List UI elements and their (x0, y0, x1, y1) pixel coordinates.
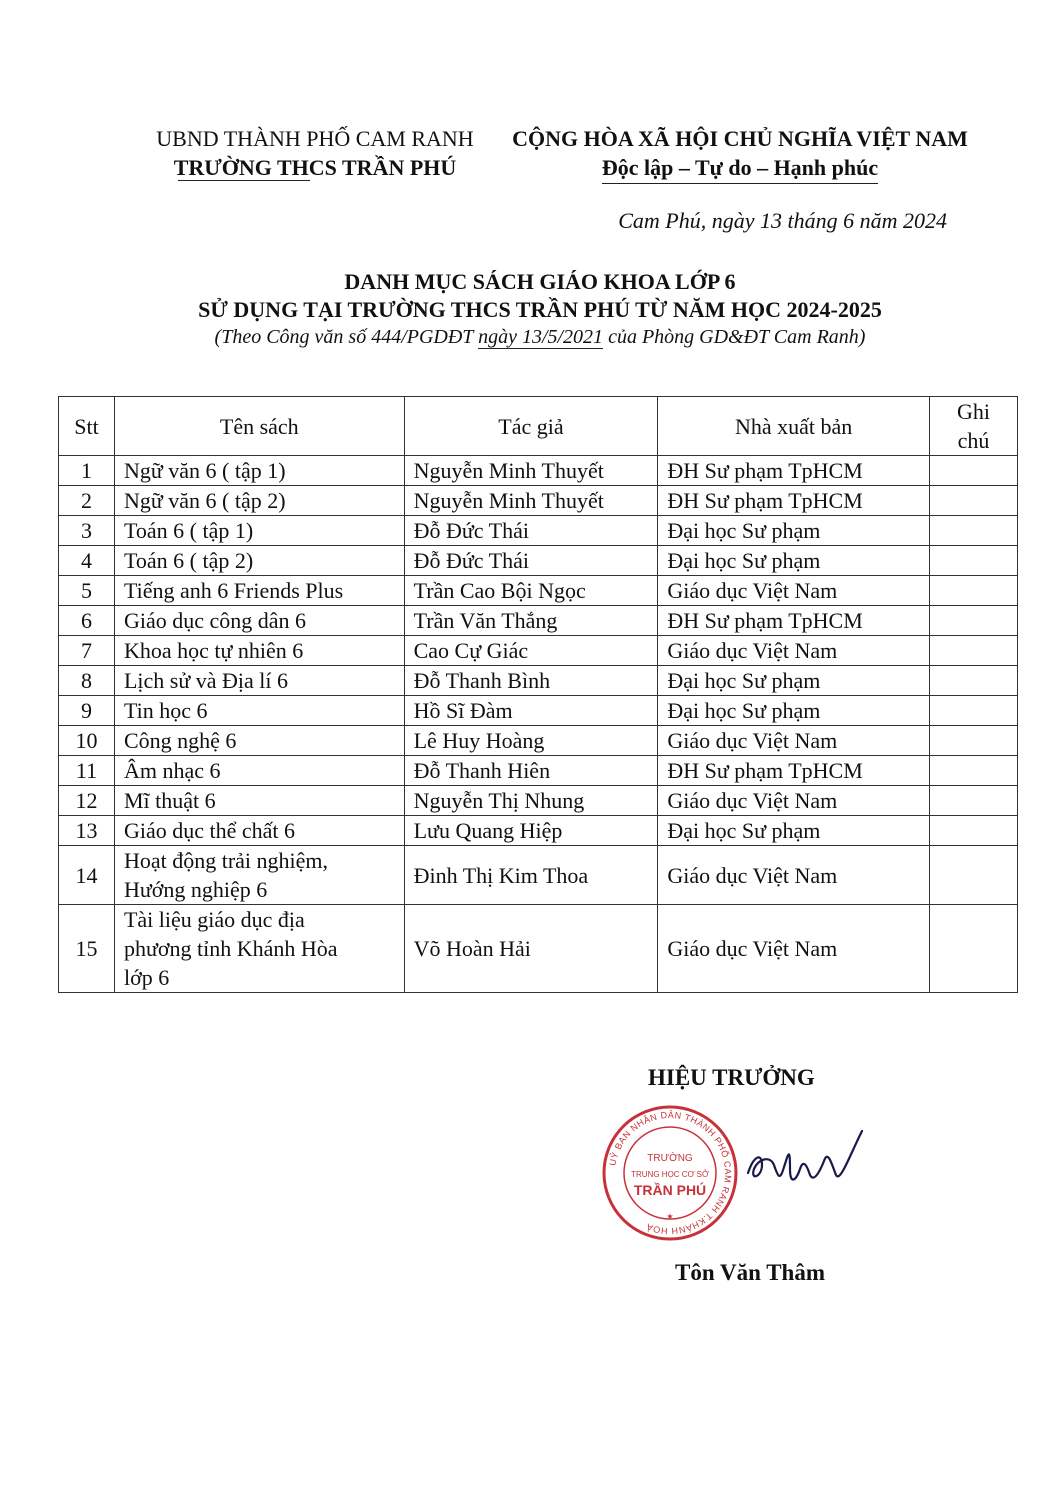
cell-publisher: Giáo dục Việt Nam (658, 636, 930, 666)
cell-note (929, 636, 1017, 666)
cell-note (929, 606, 1017, 636)
cell-title: Âm nhạc 6 (114, 756, 404, 786)
table-row (59, 486, 1018, 516)
cell-title (114, 846, 404, 905)
table-row (59, 846, 1018, 905)
cell-stt: 7 (59, 636, 115, 666)
cell-publisher: Giáo dục Việt Nam (658, 846, 930, 905)
cell-author: Đỗ Đức Thái (404, 546, 658, 576)
col-header-publisher: Nhà xuất bản (658, 397, 930, 456)
cell-stt: 13 (59, 816, 115, 846)
cell-publisher: ĐH Sư phạm TpHCM (658, 756, 930, 786)
col-header-note (929, 397, 1017, 456)
cell-stt: 5 (59, 576, 115, 606)
issuer-header (110, 124, 520, 182)
cell-title: Khoa học tự nhiên 6 (114, 636, 404, 666)
cell-stt: 1 (59, 456, 115, 486)
title-line-2: SỬ DỤNG TẠI TRƯỜNG THCS TRẦN PHÚ TỪ NĂM HỌC 2024-2025 (198, 297, 882, 322)
cell-title-line: Hoạt động trải nghiệm, (123, 848, 329, 873)
cell-author: Lê Huy Hoàng (404, 726, 658, 756)
date-line: Cam Phú, ngày 13 tháng 6 năm 2024 (618, 208, 947, 233)
cell-stt: 9 (59, 696, 115, 726)
col-header-note-text: Ghi chú (956, 399, 990, 453)
cell-publisher: Giáo dục Việt Nam (658, 576, 930, 606)
cell-note (929, 726, 1017, 756)
cell-author: Nguyễn Minh Thuyết (404, 456, 658, 486)
cell-stt: 8 (59, 666, 115, 696)
table-body (59, 456, 1018, 993)
col-header-title: Tên sách (114, 397, 404, 456)
cell-title (114, 905, 404, 993)
table-row (59, 756, 1018, 786)
reference-post: của Phòng GD&ĐT Cam Ranh) (603, 326, 866, 348)
cell-publisher: Giáo dục Việt Nam (658, 726, 930, 756)
cell-stt: 4 (59, 546, 115, 576)
reference-date: ngày 13/5/2021 (478, 326, 604, 348)
cell-title: Ngữ văn 6 ( tập 1) (114, 456, 404, 486)
cell-author: Trần Cao Bội Ngọc (404, 576, 658, 606)
signer-name: Tôn Văn Thâm (675, 1260, 825, 1285)
cell-author: Lưu Quang Hiệp (404, 816, 658, 846)
table-row (59, 905, 1018, 993)
national-header (490, 124, 990, 184)
issuer-school: TRƯỜNG THCS TRẦN PHÚ (173, 155, 457, 180)
seal-line-2: TRUNG HỌC CƠ SỞ (631, 1170, 709, 1179)
cell-title: Toán 6 ( tập 2) (114, 546, 404, 576)
cell-note (929, 816, 1017, 846)
cell-author: Đỗ Thanh Hiên (404, 756, 658, 786)
cell-stt: 14 (59, 846, 115, 905)
school-seal (600, 1103, 740, 1243)
cell-title: Mĩ thuật 6 (114, 786, 404, 816)
cell-publisher: Đại học Sư phạm (658, 816, 930, 846)
issuer-underline (178, 180, 310, 181)
cell-note (929, 666, 1017, 696)
col-header-stt: Stt (59, 397, 115, 456)
cell-author: Nguyễn Minh Thuyết (404, 486, 658, 516)
cell-title-line: phương tỉnh Khánh Hòa (123, 936, 338, 961)
cell-publisher: ĐH Sư phạm TpHCM (658, 456, 930, 486)
table-row (59, 456, 1018, 486)
cell-publisher: Giáo dục Việt Nam (658, 905, 930, 993)
cell-stt: 12 (59, 786, 115, 816)
cell-author: Đỗ Đức Thái (404, 516, 658, 546)
cell-note (929, 576, 1017, 606)
col-header-author: Tác giả (404, 397, 658, 456)
table-row (59, 576, 1018, 606)
cell-publisher: Giáo dục Việt Nam (658, 786, 930, 816)
table-row (59, 636, 1018, 666)
title-line-1: DANH MỤC SÁCH GIÁO KHOA LỚP 6 (344, 269, 736, 294)
cell-title-line: Hướng nghiệp 6 (123, 877, 268, 902)
cell-note (929, 786, 1017, 816)
cell-publisher: ĐH Sư phạm TpHCM (658, 606, 930, 636)
reference-pre: (Theo Công văn số 444/PGDĐT (214, 326, 479, 348)
title-reference (60, 324, 1020, 350)
cell-publisher: ĐH Sư phạm TpHCM (658, 486, 930, 516)
cell-author: Trần Văn Thắng (404, 606, 658, 636)
cell-note (929, 546, 1017, 576)
table-row (59, 666, 1018, 696)
cell-author: Cao Cự Giác (404, 636, 658, 666)
cell-stt: 10 (59, 726, 115, 756)
cell-author: Nguyễn Thị Nhung (404, 786, 658, 816)
signer-title: HIỆU TRƯỞNG (648, 1065, 815, 1090)
cell-stt: 15 (59, 905, 115, 993)
cell-title: Toán 6 ( tập 1) (114, 516, 404, 546)
national-motto: Độc lập – Tự do – Hạnh phúc (602, 153, 878, 184)
cell-note (929, 456, 1017, 486)
cell-stt: 6 (59, 606, 115, 636)
seal-star-icon: ★ (666, 1212, 674, 1221)
seal-line-1: TRƯỜNG (647, 1153, 693, 1164)
cell-title: Công nghệ 6 (114, 726, 404, 756)
cell-title: Tin học 6 (114, 696, 404, 726)
table-row (59, 516, 1018, 546)
cell-note (929, 696, 1017, 726)
cell-author: Hồ Sĩ Đàm (404, 696, 658, 726)
cell-title: Tiếng anh 6 Friends Plus (114, 576, 404, 606)
handwritten-signature (740, 1125, 880, 1205)
cell-stt: 11 (59, 756, 115, 786)
cell-note (929, 846, 1017, 905)
cell-stt: 3 (59, 516, 115, 546)
cell-title: Giáo dục thể chất 6 (114, 816, 404, 846)
cell-note (929, 905, 1017, 993)
table-row (59, 546, 1018, 576)
cell-title: Lịch sử và Địa lí 6 (114, 666, 404, 696)
table-row (59, 726, 1018, 756)
cell-publisher: Đại học Sư phạm (658, 546, 930, 576)
seal-outer-text: UỶ BAN NHÂN DÂN THÀNH PHỐ CAM RANH T.KHÁNH HOÀ (607, 1109, 734, 1237)
table-header-row (59, 397, 1018, 456)
cell-publisher: Đại học Sư phạm (658, 666, 930, 696)
table-row (59, 786, 1018, 816)
cell-title-line: Tài liệu giáo dục địa (123, 907, 305, 932)
cell-title-line: lớp 6 (123, 965, 170, 990)
cell-publisher: Đại học Sư phạm (658, 516, 930, 546)
national-title: CỘNG HÒA XÃ HỘI CHỦ NGHĨA VIỆT NAM (512, 126, 968, 151)
seal-line-3: TRẦN PHÚ (633, 1182, 707, 1198)
table-row (59, 606, 1018, 636)
cell-author: Võ Hoàn Hải (404, 905, 658, 993)
table-row (59, 816, 1018, 846)
cell-title: Giáo dục công dân 6 (114, 606, 404, 636)
cell-note (929, 756, 1017, 786)
cell-author: Đinh Thị Kim Thoa (404, 846, 658, 905)
cell-publisher: Đại học Sư phạm (658, 696, 930, 726)
cell-note (929, 516, 1017, 546)
document-title (60, 268, 1020, 350)
cell-author: Đỗ Thanh Bình (404, 666, 658, 696)
cell-note (929, 486, 1017, 516)
cell-title: Ngữ văn 6 ( tập 2) (114, 486, 404, 516)
table-row (59, 696, 1018, 726)
issuer-authority: UBND THÀNH PHỐ CAM RANH (156, 126, 474, 151)
cell-stt: 2 (59, 486, 115, 516)
textbook-table (58, 396, 1018, 993)
